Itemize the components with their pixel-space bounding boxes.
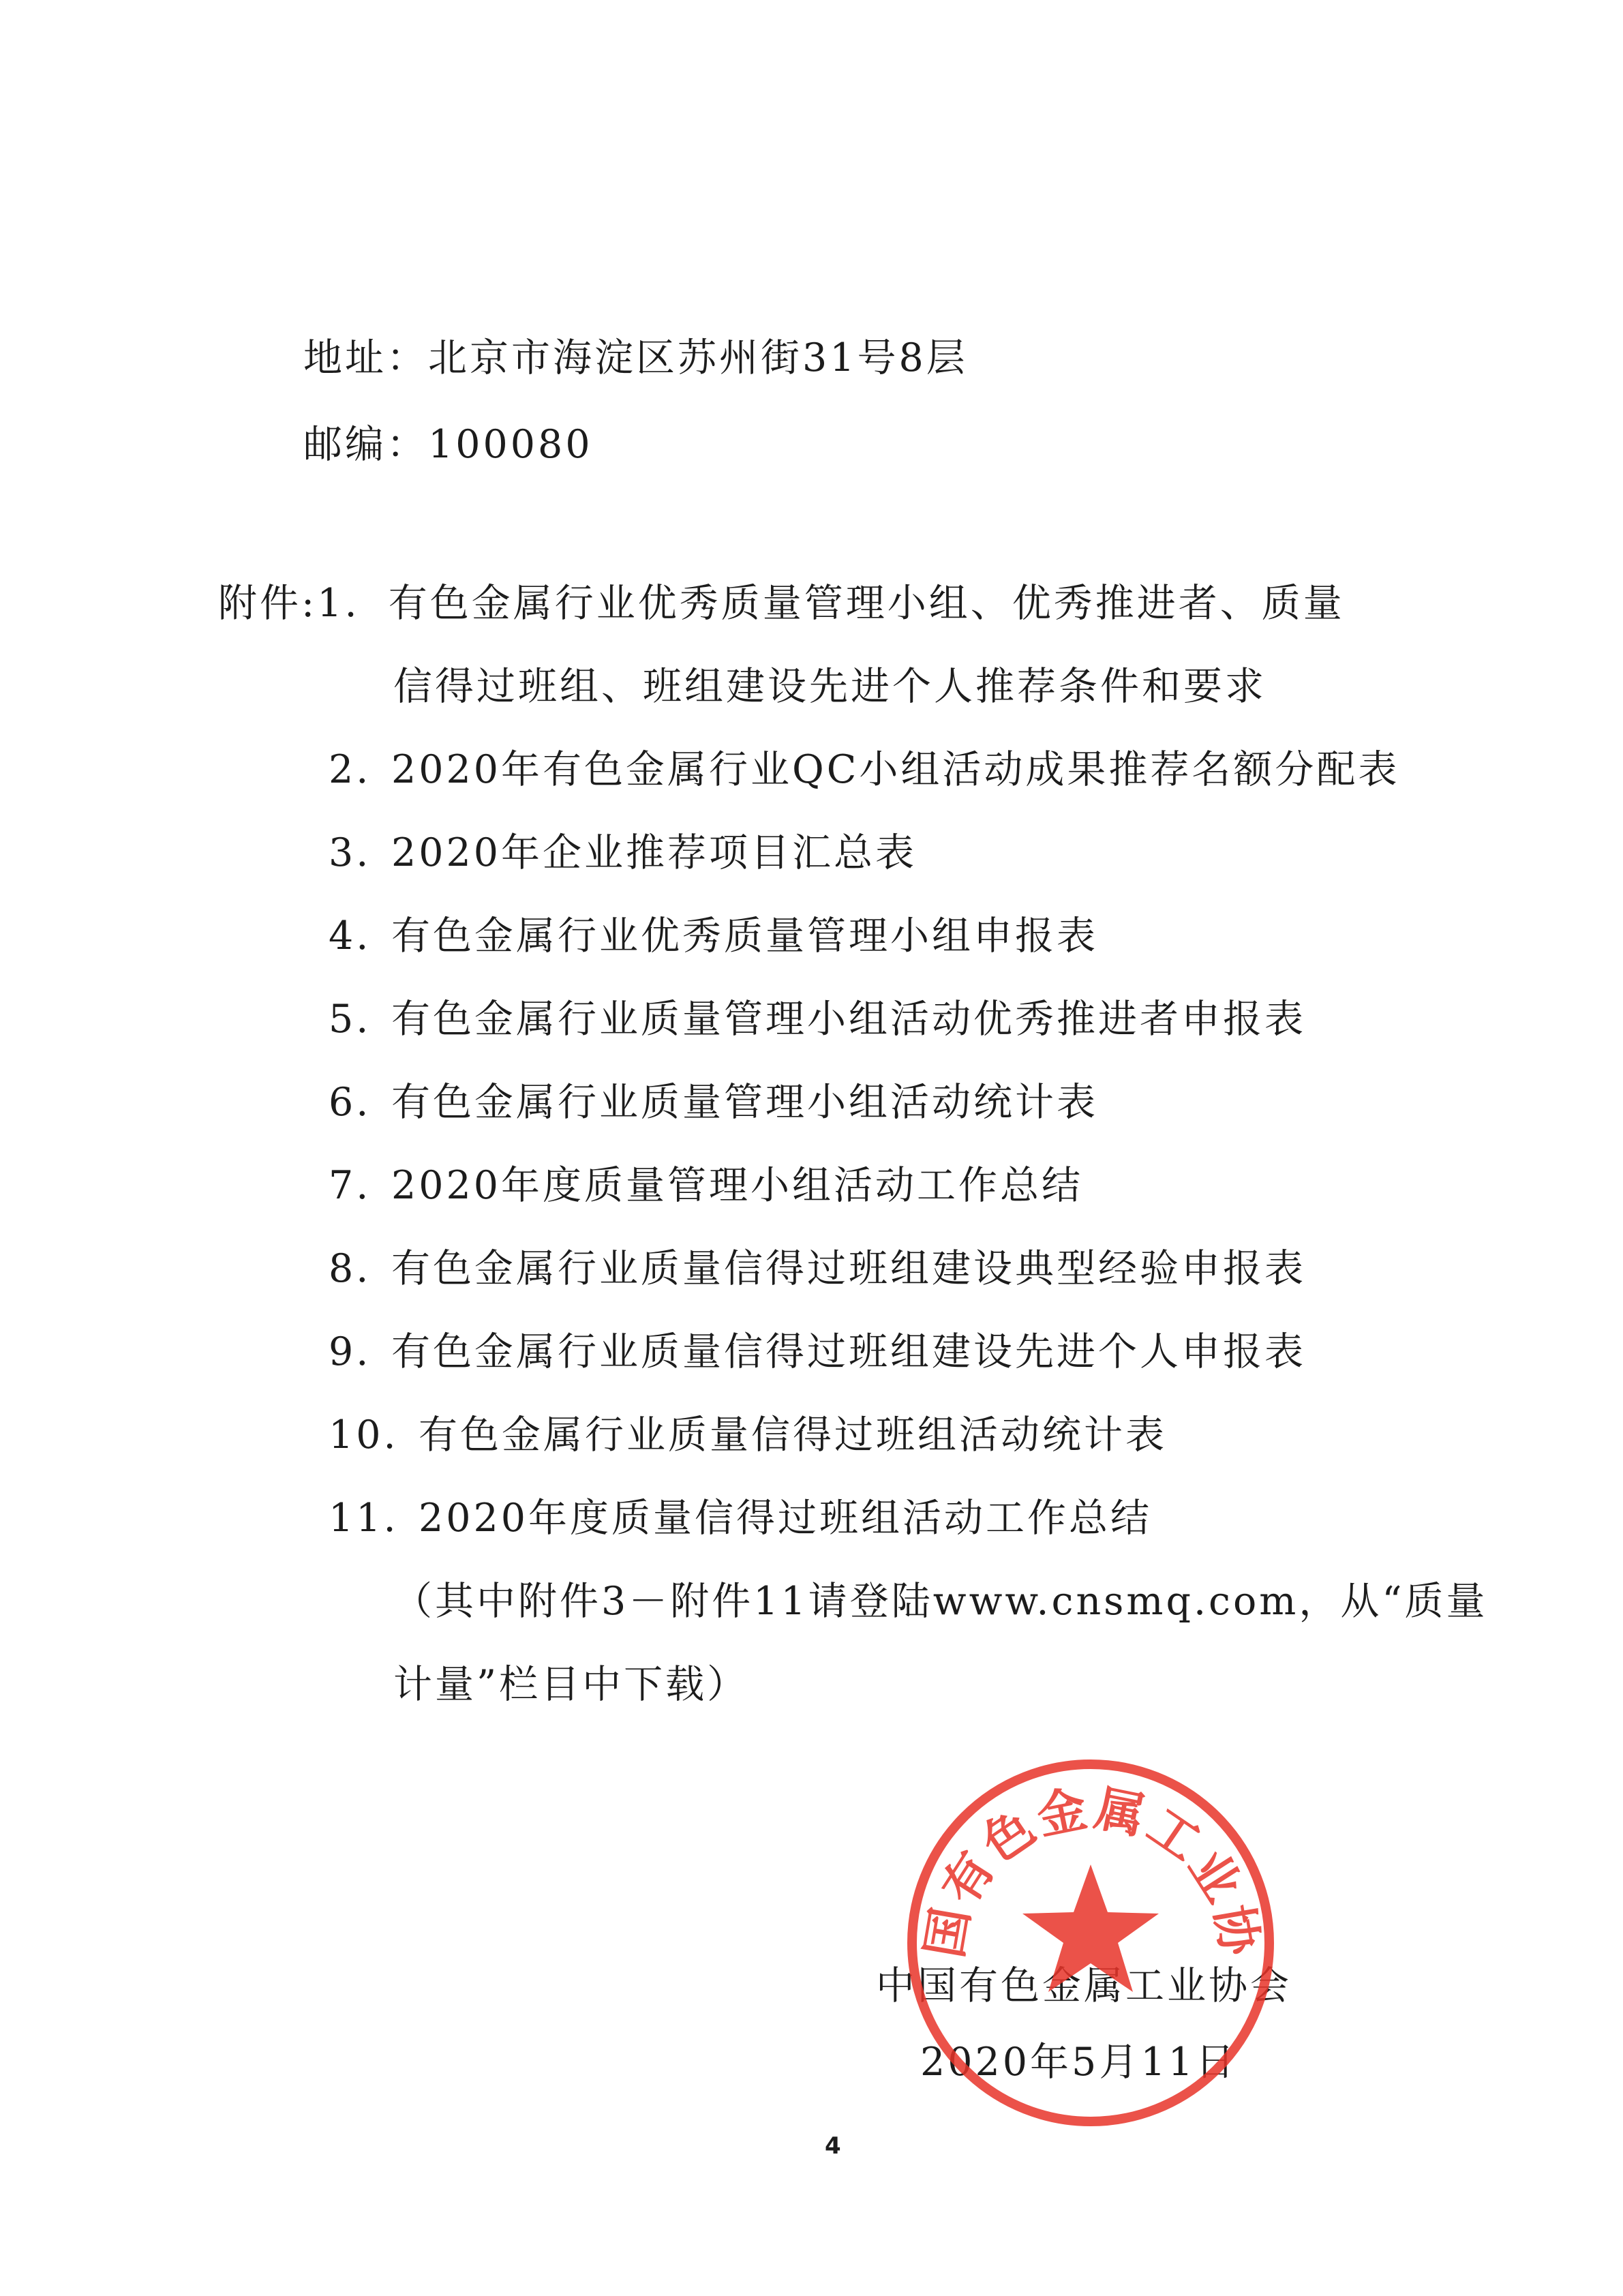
attachment-item-8 — [329, 1245, 1306, 1293]
attachment-number: 11. — [329, 1496, 399, 1541]
attachment-item-6 — [329, 1078, 1098, 1126]
attachments-note — [393, 1577, 1488, 1625]
attachment-number: 7. — [329, 1163, 371, 1208]
attachment-number: 1. — [317, 581, 360, 626]
attachments-heading: 附件: — [218, 581, 318, 626]
postcode-label: 邮编： — [303, 422, 428, 467]
attachment-item-1-cont — [393, 663, 1266, 710]
attachment-text: 2020年度质量管理小组活动工作总结 — [391, 1163, 1084, 1208]
note-line-1: （其中附件3－附件11请登陆www.cnsmq.com，从“质量 — [393, 1579, 1488, 1624]
attachment-text: 信得过班组、班组建设先进个人推荐条件和要求 — [393, 664, 1266, 709]
attachment-text: 2020年有色金属行业QC小组活动成果推荐名额分配表 — [391, 747, 1400, 792]
attachment-number: 2. — [329, 747, 371, 792]
attachment-text: 有色金属行业质量信得过班组建设典型经验申报表 — [391, 1246, 1306, 1291]
attachment-number: 6. — [329, 1080, 371, 1125]
attachment-item-4 — [329, 912, 1098, 960]
page-number: 4 — [825, 2132, 841, 2160]
address-value: 北京市海淀区苏州街31号8层 — [428, 335, 968, 380]
signature-date: 2020年5月11日 — [920, 2040, 1237, 2085]
official-seal-icon — [900, 1752, 1281, 2134]
attachment-text: 2020年度质量信得过班组活动工作总结 — [419, 1496, 1153, 1541]
attachment-item-2 — [329, 746, 1399, 794]
signature-org: 中国有色金属工业协会 — [876, 1963, 1292, 2008]
attachment-text: 有色金属行业质量管理小组活动统计表 — [391, 1080, 1098, 1125]
attachment-item-9 — [329, 1328, 1306, 1376]
attachment-text: 有色金属行业质量信得过班组建设先进个人申报表 — [391, 1329, 1306, 1374]
postcode-line — [303, 421, 593, 468]
attachment-number: 9. — [329, 1329, 371, 1374]
attachment-number: 3. — [329, 830, 371, 875]
note-line-2: 计量”栏目中下载） — [393, 1662, 749, 1707]
attachment-item-5 — [329, 995, 1306, 1043]
attachment-item-1 — [218, 579, 1345, 627]
attachment-number: 5. — [329, 997, 371, 1042]
attachment-item-11 — [329, 1494, 1152, 1542]
attachment-text: 有色金属行业质量信得过班组活动统计表 — [419, 1413, 1167, 1457]
attachment-text: 2020年企业推荐项目汇总表 — [391, 830, 917, 875]
attachment-text: 有色金属行业优秀质量管理小组、优秀推进者、质量 — [388, 581, 1345, 626]
postcode-value: 100080 — [428, 422, 593, 467]
svg-text:中国有色金属工业协会: 国有色金属工业协 — [914, 1778, 1271, 1962]
attachments-note-cont — [393, 1661, 748, 1708]
attachment-item-3 — [329, 829, 917, 877]
address-label: 地址： — [303, 335, 428, 380]
attachment-item-7 — [329, 1162, 1083, 1209]
attachment-number: 8. — [329, 1246, 371, 1291]
attachment-item-10 — [329, 1411, 1167, 1459]
attachment-number: 10. — [329, 1413, 399, 1457]
attachment-text: 有色金属行业质量管理小组活动优秀推进者申报表 — [391, 997, 1306, 1042]
attachment-text: 有色金属行业优秀质量管理小组申报表 — [391, 913, 1098, 958]
address-line — [303, 334, 968, 382]
attachment-number: 4. — [329, 913, 371, 958]
